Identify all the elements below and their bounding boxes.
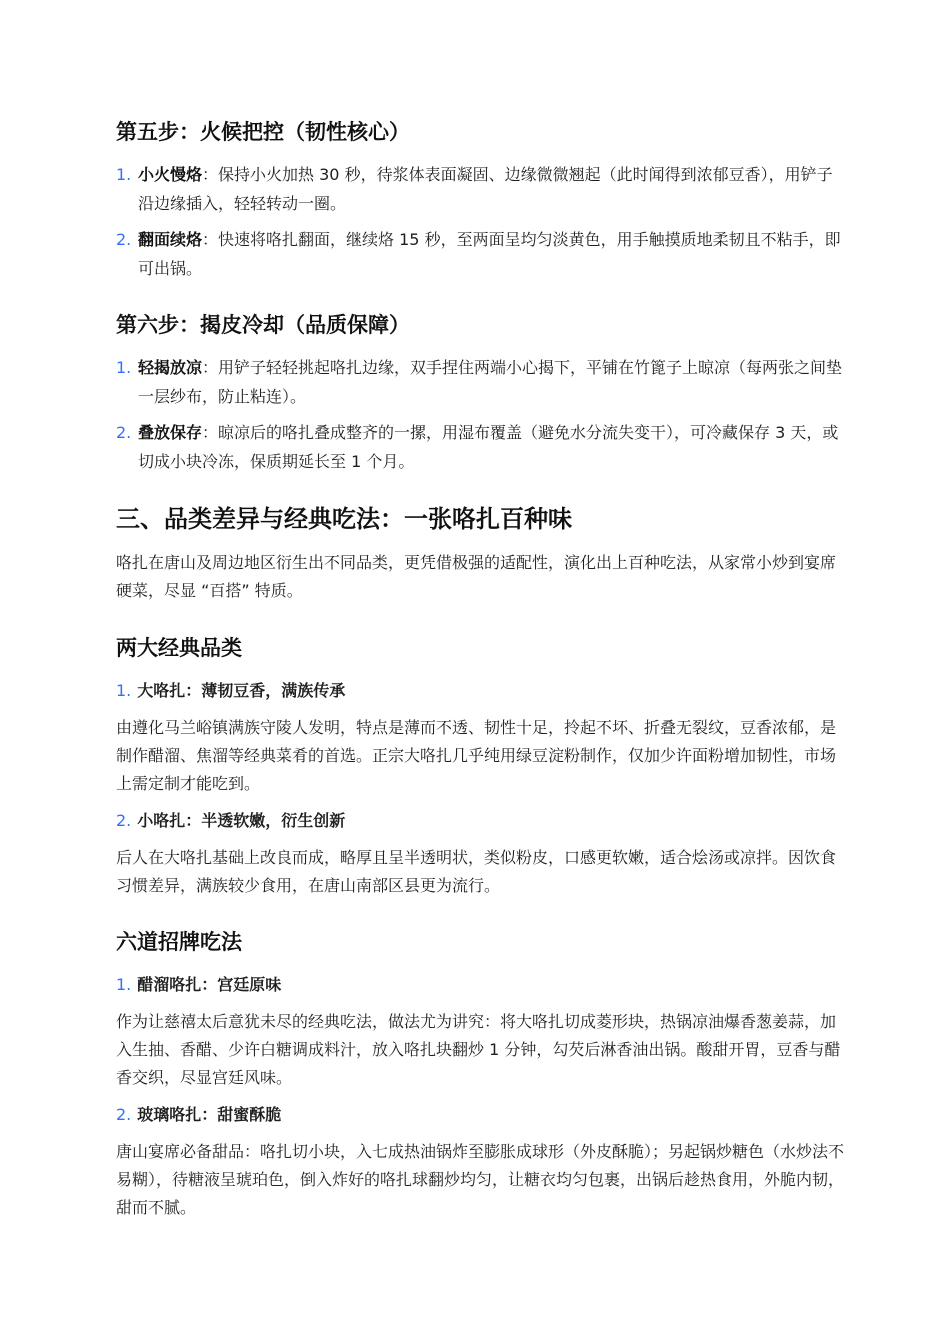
- step5-item-1: 1. 小火慢烙：保持小火加热 30 秒，待浆体表面凝固、边缘微微翘起（此时闻得到浓郁豆香），用铲子沿边缘插入，轻轻转动一圈。: [116, 160, 846, 218]
- step5-item-2: 2. 翻面续烙：快速将咯扎翻面，继续烙 15 秒，至两面呈均匀淡黄色，用手触摸质地柔韧且不粘手，即可出锅。: [116, 225, 846, 283]
- step-text: 晾凉后的咯扎叠成整齐的一摞，用湿布覆盖（避免水分流失变干），可冷藏保存 3 天，或切成小块冷冻，保质期延长至 1 个月。: [138, 423, 839, 471]
- section3-heading: 三、品类差异与经典吃法：一张咯扎百种味: [116, 505, 572, 533]
- recipe-1-body: 作为让慈禧太后意犹未尽的经典吃法，做法尤为讲究：将大咯扎切成菱形块，热锅凉油爆香葱姜蒜，加入生抽、香醋、少许白糖调成料汁，放入咯扎块翻炒 1 分钟，勾芡后淋香油出锅。酸甜开胃，豆香与醋香交织，尽显宫廷风味。: [116, 1012, 841, 1087]
- step-label: 叠放保存: [138, 423, 203, 442]
- categories-heading: 两大经典品类: [116, 636, 242, 660]
- list-number: 1.: [116, 358, 132, 377]
- step5-list: [116, 160, 846, 218]
- category-1-body: 由遵化马兰峪镇满族守陵人发明，特点是薄而不透、韧性十足，拎起不坏、折叠无裂纹，豆香浓郁，是制作醋溜、焦溜等经典菜肴的首选。正宗大咯扎几乎纯用绿豆淀粉制作，仅加少许面粉增加韧性，市场上需定制才能吃到。: [116, 718, 837, 793]
- step-text: 快速将咯扎翻面，继续烙 15 秒，至两面呈均匀淡黄色，用手触摸质地柔韧且不粘手，即可出锅。: [138, 230, 841, 278]
- step5-heading: 第五步：火候把控（韧性核心）: [116, 120, 410, 144]
- step-label: 小火慢烙: [138, 165, 203, 184]
- recipe-2-heading: 2. 玻璃咯扎：甜蜜酥脆: [116, 1105, 282, 1124]
- recipe-2-body: 唐山宴席必备甜品：咯扎切小块，入七成热油锅炸至膨胀成球形（外皮酥脆）；另起锅炒糖色（水炒法不易糊），待糖液呈琥珀色，倒入炸好的咯扎球翻炒均匀，让糖衣均匀包裹，出锅后趁热食用，外脆内韧，甜而不腻。: [116, 1142, 845, 1217]
- step-label: 翻面续烙: [138, 230, 203, 249]
- list-number: 1.: [116, 681, 132, 700]
- step-text: 用铲子轻轻挑起咯扎边缘，双手捏住两端小心揭下，平铺在竹篦子上晾凉（每两张之间垫一层纱布，防止粘连）。: [138, 358, 843, 406]
- step6-list: [116, 353, 846, 411]
- step-label: 轻揭放凉: [138, 358, 203, 377]
- section3-intro: 咯扎在唐山及周边地区衍生出不同品类，更凭借极强的适配性，演化出上百种吃法，从家常小炒到宴席硬菜，尽显 “百搭” 特质。: [116, 553, 837, 600]
- list-number: 2.: [116, 811, 132, 830]
- list-number: 2.: [116, 1105, 132, 1124]
- category-1-heading: 1. 大咯扎：薄韧豆香，满族传承: [116, 681, 346, 700]
- list-number: 1.: [116, 165, 132, 184]
- list-number: 1.: [116, 975, 132, 994]
- recipes-heading: 六道招牌吃法: [116, 930, 242, 954]
- category-2-body: 后人在大咯扎基础上改良而成，略厚且呈半透明状，类似粉皮，口感更软嫩，适合烩汤或凉拌。因饮食习惯差异，满族较少食用，在唐山南部区县更为流行。: [116, 848, 837, 895]
- category-2-heading: 2. 小咯扎：半透软嫩，衍生创新: [116, 811, 346, 830]
- list-number: 2.: [116, 423, 132, 442]
- step-text: 保持小火加热 30 秒，待浆体表面凝固、边缘微微翘起（此时闻得到浓郁豆香），用铲子沿边缘插入，轻轻转动一圈。: [138, 165, 833, 213]
- recipe-1-heading: 1. 醋溜咯扎：宫廷原味: [116, 975, 282, 994]
- step6-list-2: [116, 418, 846, 476]
- list-number: 2.: [116, 230, 132, 249]
- step5-list-2: [116, 225, 846, 283]
- step6-heading: 第六步：揭皮冷却（品质保障）: [116, 313, 410, 337]
- step6-item-2: 2. 叠放保存：晾凉后的咯扎叠成整齐的一摞，用湿布覆盖（避免水分流失变干），可冷藏保存 3 天，或切成小块冷冻，保质期延长至 1 个月。: [116, 418, 846, 476]
- step6-item-1: 1. 轻揭放凉：用铲子轻轻挑起咯扎边缘，双手捏住两端小心揭下，平铺在竹篦子上晾凉（每两张之间垫一层纱布，防止粘连）。: [116, 353, 846, 411]
